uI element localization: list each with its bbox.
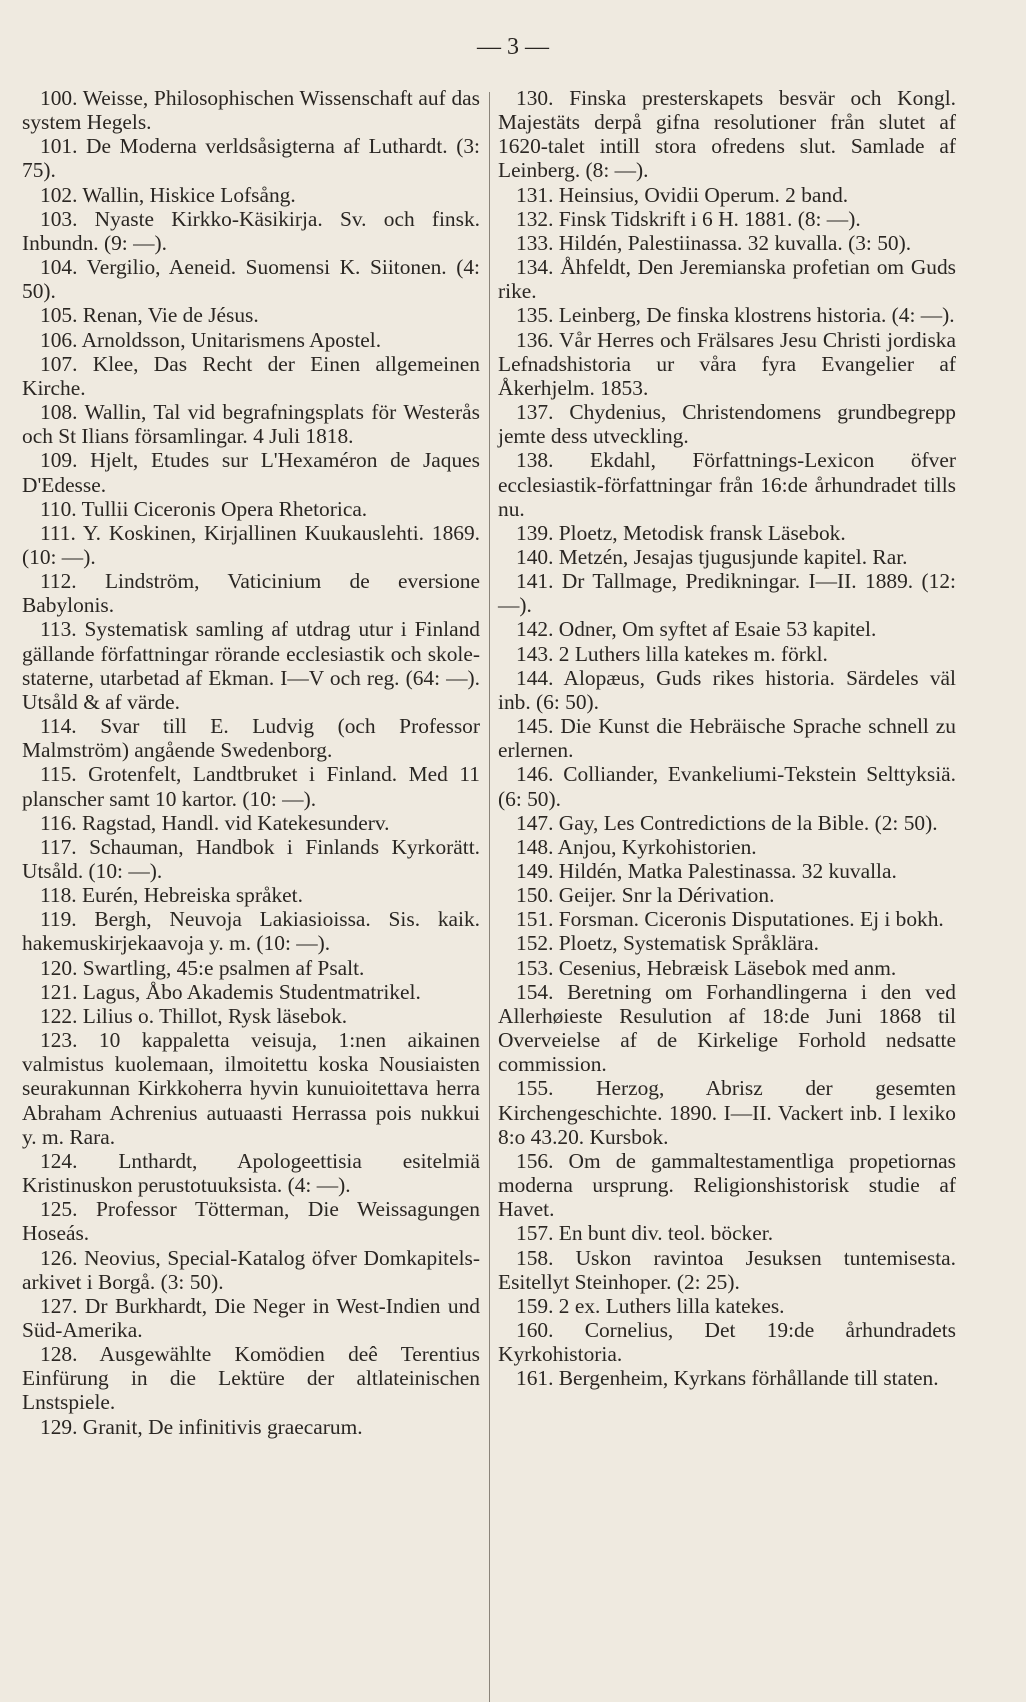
catalog-entry: 109. Hjelt, Etudes sur L'Hexaméron de Jaques D'Edesse. bbox=[22, 448, 480, 497]
catalog-entry: 110. Tullii Ciceronis Opera Rhetorica. bbox=[40, 496, 368, 521]
catalog-entry: 150. Geijer. Snr la Dérivation. bbox=[516, 883, 775, 908]
catalog-entry: 106. Arnoldsson, Unitarismens Apostel. bbox=[40, 327, 382, 352]
catalog-entry: 138. Ekdahl, Författnings-Lexicon öfver ecclesiastik-författningar från 16:de århundradet tills nu. bbox=[498, 448, 956, 521]
catalog-entry: 135. Leinberg, De finska klostrens historia. (4: —). bbox=[516, 303, 955, 328]
catalog-entry: 123. 10 kappaletta veisuja, 1:nen aikainen valmistus kuolemaan, ilmoitettu koska Nousiaisten seurakunnan Kirkkoherra hyvin kunuioitettava herra Abraham Achrenius autuaasti Herrassa pois nukkui y. m. Rara. bbox=[22, 1028, 480, 1149]
catalog-entry: 104. Vergilio, Aeneid. Suomensi K. Siitonen. (4: 50). bbox=[22, 255, 480, 304]
catalog-entry: 142. Odner, Om syftet af Esaie 53 kapitel. bbox=[516, 617, 877, 642]
catalog-entry: 102. Wallin, Hiskice Lofsång. bbox=[40, 182, 296, 207]
catalog-entry: 151. Forsman. Ciceronis Disputationes. Ej i bokh. bbox=[516, 907, 944, 932]
catalog-entry: 107. Klee, Das Recht der Einen allgemeinen Kirche. bbox=[22, 351, 480, 400]
catalog-entry: 114. Svar till E. Ludvig (och Professor Malmström) angående Swedenborg. bbox=[22, 714, 480, 763]
catalog-entry: 139. Ploetz, Metodisk fransk Läsebok. bbox=[516, 520, 846, 545]
catalog-entry: 103. Nyaste Kirkko-Käsikirja. Sv. och finsk. Inbundn. (9: —). bbox=[22, 206, 480, 255]
catalog-entry: 112. Lindström, Vaticinium de eversione Babylonis. bbox=[22, 569, 480, 618]
left-column bbox=[22, 86, 480, 1439]
catalog-entry: 141. Dr Tallmage, Predikningar. I—II. 1889. (12: —). bbox=[498, 569, 956, 618]
catalog-entry: 108. Wallin, Tal vid begrafningsplats för Westerås och St Ilians församlingar. 4 Juli 1818. bbox=[22, 400, 480, 449]
catalog-entry: 158. Uskon ravintoa Jesuksen tuntemisesta. Esitellyt Steinhoper. (2: 25). bbox=[498, 1245, 956, 1294]
catalog-entry: 136. Vår Herres och Frälsares Jesu Christi jordiska Lefnadshistoria ur våra fyra Evangelier af Åkerhjelm. 1853. bbox=[498, 327, 956, 400]
catalog-entry: 147. Gay, Les Contredictions de la Bible. (2: 50). bbox=[516, 810, 938, 835]
catalog-entry: 118. Eurén, Hebreiska språket. bbox=[40, 883, 303, 908]
right-column bbox=[498, 86, 956, 1390]
catalog-entry: 134. Åhfeldt, Den Jeremianska profetian om Guds rike. bbox=[498, 255, 956, 304]
catalog-entry: 119. Bergh, Neuvoja Lakiasioissa. Sis. kaik. hakemuskirjekaavoja y. m. (10: —). bbox=[22, 907, 480, 956]
catalog-entry: 101. De Moderna verldsåsigterna af Luthardt. (3: 75). bbox=[22, 134, 480, 183]
catalog-entry: 149. Hildén, Matka Palestinassa. 32 kuvalla. bbox=[516, 859, 897, 883]
catalog-entry: 160. Cornelius, Det 19:de århundradets Kyrkohistoria. bbox=[498, 1317, 956, 1367]
catalog-entry: 130. Finska presterskapets besvär och Kongl. Majestäts derpå gifna resolutioner från slutet af 1620-talet intill stora ofredens slut. Samlade af Leinberg. (8: —). bbox=[498, 86, 956, 183]
catalog-entry: 159. 2 ex. Luthers lilla katekes. bbox=[516, 1293, 785, 1318]
catalog-entry: 156. Om de gammaltestamentliga propetiornas moderna ursprung. Religionshistorisk studie af Havet. bbox=[498, 1148, 956, 1222]
catalog-entry: 125. Professor Tötterman, Die Weissagungen Hoseás. bbox=[22, 1197, 480, 1246]
catalog-entry: 131. Heinsius, Ovidii Operum. 2 band. bbox=[516, 182, 849, 207]
catalog-entry: 124. Lnthardt, Apologeettisia esitelmiä Kristinuskon perustotuuksista. (4: —). bbox=[22, 1148, 480, 1198]
catalog-entry: 144. Alopæus, Guds rikes historia. Särdeles väl inb. (6: 50). bbox=[498, 665, 956, 714]
catalog-entry: 127. Dr Burkhardt, Die Neger in West-Indien und Süd-Amerika. bbox=[22, 1293, 480, 1342]
catalog-entry: 122. Lilius o. Thillot, Rysk läsebok. bbox=[40, 1003, 348, 1028]
catalog-entry: 148. Anjou, Kyrkohistorien. bbox=[516, 834, 757, 859]
catalog-entry: 120. Swartling, 45:e psalmen af Psalt. bbox=[40, 955, 365, 980]
catalog-entry: 113. Systematisk samling af utdrag utur i Finland gällande författningar rörande ecclesiastik och skole-staterne, utarbetad af Ekman. I—V och reg. (64: —). Utsåld & af värde. bbox=[22, 617, 480, 714]
catalog-entry: 115. Grotenfelt, Landtbruket i Finland. Med 11 planscher samt 10 kartor. (10: —). bbox=[22, 762, 480, 811]
catalog-entry: 154. Beretning om Forhandlingerna i den ved Allerhøieste Resulution af 18:de Juni 1868 til Overveielse af de Kirkelige Forhold nedsatte commission. bbox=[498, 979, 956, 1077]
page-number: — 3 — bbox=[477, 34, 549, 60]
catalog-entry: 116. Ragstad, Handl. vid Katekesunderv. bbox=[40, 810, 390, 835]
catalog-entry: 117. Schauman, Handbok i Finlands Kyrkorätt. Utsåld. (10: —). bbox=[22, 834, 480, 883]
catalog-entry: 140. Metzén, Jesajas tjugusjunde kapitel. Rar. bbox=[516, 544, 908, 569]
column-divider bbox=[489, 92, 490, 1702]
catalog-entry: 157. En bunt div. teol. böcker. bbox=[516, 1221, 774, 1246]
catalog-entry: 105. Renan, Vie de Jésus. bbox=[40, 303, 259, 328]
catalog-entry: 111. Y. Koskinen, Kirjallinen Kuukauslehti. 1869. (10: —). bbox=[22, 520, 480, 569]
catalog-entry: 152. Ploetz, Systematisk Språklära. bbox=[516, 931, 819, 956]
catalog-entry: 145. Die Kunst die Hebräische Sprache schnell zu erlernen. bbox=[498, 714, 956, 763]
catalog-entry: 155. Herzog, Abrisz der gesemten Kirchengeschichte. 1890. I—II. Vackert inb. I lexiko 8:o 43.20. Kursbok. bbox=[498, 1076, 956, 1149]
catalog-entry: 133. Hildén, Palestiinassa. 32 kuvalla. (3: 50). bbox=[516, 230, 912, 255]
catalog-entry: 137. Chydenius, Christendomens grundbegrepp jemte dess utveckling. bbox=[498, 400, 956, 449]
catalog-entry: 161. Bergenheim, Kyrkans förhållande till staten. bbox=[516, 1366, 939, 1391]
catalog-entry: 100. Weisse, Philosophischen Wissenschaft auf das system Hegels. bbox=[22, 86, 480, 135]
catalog-entry: 121. Lagus, Åbo Akademis Studentmatrikel. bbox=[40, 979, 421, 1004]
catalog-entry: 153. Cesenius, Hebræisk Läsebok med anm. bbox=[516, 955, 897, 980]
catalog-entry: 129. Granit, De infinitivis graecarum. bbox=[40, 1414, 363, 1439]
catalog-entry: 126. Neovius, Special-Katalog öfver Domkapitels-arkivet i Borgå. (3: 50). bbox=[22, 1245, 480, 1294]
catalog-entry: 143. 2 Luthers lilla katekes m. förkl. bbox=[516, 641, 828, 666]
catalog-entry: 132. Finsk Tidskrift i 6 H. 1881. (8: —). bbox=[516, 206, 861, 231]
catalog-entry: 146. Colliander, Evankeliumi-Tekstein Selttyksiä. (6: 50). bbox=[498, 762, 956, 811]
catalog-entry: 128. Ausgewählte Komödien deê Terentius Einfürung in die Lektüre der altlateinischen Lnstspiele. bbox=[22, 1342, 480, 1415]
